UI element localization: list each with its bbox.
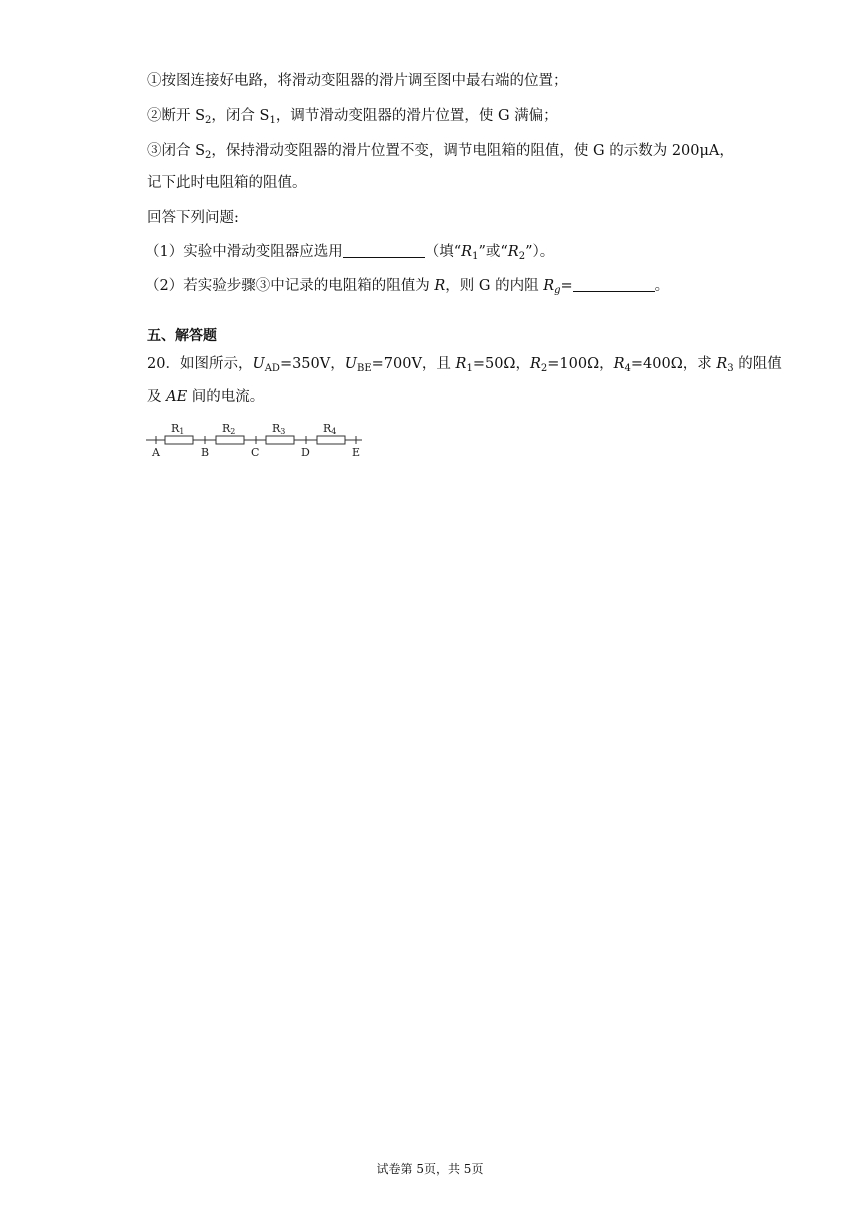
resistor-r1-label: R1 xyxy=(171,422,185,436)
resistor-r3-label: R3 xyxy=(272,422,286,436)
node-label-d: D xyxy=(301,446,310,459)
step-3-continued: 记下此时电阻箱的阻值。 xyxy=(147,175,307,191)
question-1: （1）实验中滑动变阻器应选用 （填“$R_1$”或“$R_2$”）。 xyxy=(145,244,555,262)
step-3: ③闭合 $S_2$，保持滑动变阻器的滑片位置不变，调节电阻箱的阻值，使 G 的示数为 200μA， xyxy=(147,143,734,161)
node-label-c: C xyxy=(251,446,260,459)
node-label-a: A xyxy=(152,446,160,459)
node-label-b: B xyxy=(201,446,210,459)
step-1: ①按图连接好电路，将滑动变阻器的滑片调至图中最右端的位置； xyxy=(147,73,568,89)
resistor-r2 xyxy=(216,436,244,444)
question-2: （2）若实验步骤③中记录的电阻箱的阻值为 R，则 G 的内阻 $R_g=$ 。 xyxy=(145,278,670,296)
section-heading: 五、解答题 xyxy=(147,328,217,344)
series-circuit-diagram xyxy=(144,416,370,460)
answer-prompt: 回答下列问题: xyxy=(147,210,239,226)
resistor-r4-label: R4 xyxy=(323,422,337,436)
step-2: ②断开 $S_2$，闭合 $S_1$，调节滑动变阻器的滑片位置，使 G 满偏； xyxy=(147,108,558,126)
problem-20-line-2: 及 AE 间的电流。 xyxy=(147,389,265,405)
resistor-r4 xyxy=(317,436,345,444)
resistor-r2-label: R2 xyxy=(222,422,236,436)
page-footer: 试卷第 5页，共 5页 xyxy=(376,1162,484,1176)
node-label-e: E xyxy=(352,446,361,459)
answer-blank-2 xyxy=(573,276,655,292)
resistor-r3 xyxy=(266,436,294,444)
resistor-r1 xyxy=(165,436,193,444)
answer-blank-1 xyxy=(343,242,425,258)
problem-20-line-1: 20．如图所示，$U_{AD}=350V$，$U_{BE}=700V$，且 $R_1=50\Omega$，$R_2=100\Omega$，$R_4=400\Omega$，求 $R_3$ 的阻值 xyxy=(147,356,782,374)
